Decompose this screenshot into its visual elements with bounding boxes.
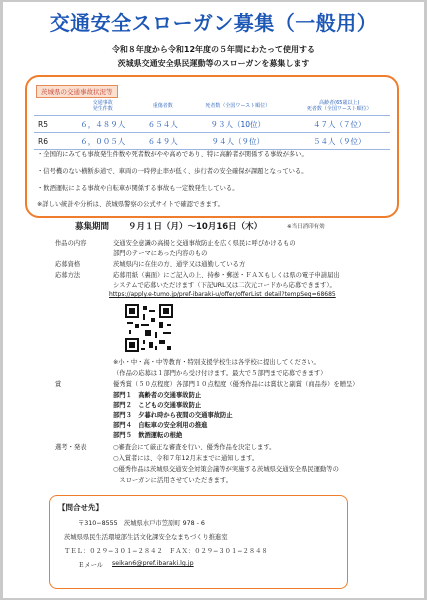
category-item: 部門２ こどもの交通事故防止 xyxy=(113,402,202,409)
table-cell: R6 xyxy=(34,133,67,150)
category-item: 部門１ 高齢者の交通事故防止 xyxy=(113,392,202,399)
category-item: 部門５ 飲酒運転の根絶 xyxy=(113,432,183,439)
contact-email-link[interactable]: seikan6@pref.ibaraki.lg.jp xyxy=(112,560,194,567)
table-header: 交通事故 発生件数 xyxy=(67,97,138,116)
table-cell: ６，００５人 xyxy=(67,133,138,150)
table-cell: ５４人（９位） xyxy=(289,133,390,150)
table-cell: ６，４８９人 xyxy=(67,116,138,133)
period-label: 募集期間 xyxy=(75,222,110,232)
contact-phone-fax: ＴＥＬ：０２９−３０１−２８４２ ＦＡＸ：０２９−３０１−２８４８ xyxy=(64,548,268,555)
content-text: 交通安全意識の高揚と交通事故防止を広く県民に呼びかけるもの xyxy=(113,240,296,247)
accident-stats-table xyxy=(34,97,390,150)
contact-email-label: Ｅメール xyxy=(78,562,104,569)
status-note: ※詳しい統計や分析は、茨城県警察の公式サイトで確認できます。 xyxy=(37,201,224,208)
subtitle-line-2: 茨城県交通安全県民運動等のスローガンを募集します xyxy=(117,59,310,68)
qr-code-icon[interactable] xyxy=(125,304,173,352)
status-label: 茨城県の交通事故状況等 xyxy=(36,85,118,98)
category-item: 部門４ 自転車の安全利用の推進 xyxy=(113,422,208,429)
table-cell: ４７人（７位） xyxy=(289,116,390,133)
table-header xyxy=(34,97,67,116)
entry-limit-note: （作品の応募は１部門から受け付けます。最大で５部門まで応募できます） xyxy=(113,370,327,377)
accident-status-box xyxy=(25,75,399,218)
table-row xyxy=(34,133,390,150)
contact-postal: 〒310−8555 茨城県水戸市笠原町 978 - 6 xyxy=(78,520,205,527)
prize-text: 優秀賞（５０点程度）各部門１０点程度（優秀作品には賞状と副賞（商品券）を贈呈） xyxy=(113,381,359,388)
method-text: システムで応募いただけます（下記URL又は二次元コードから応募できます）。 xyxy=(113,282,336,289)
contact-title: 【問合せ先】 xyxy=(58,503,103,512)
table-cell: ６５４人 xyxy=(138,116,187,133)
table-cell: R5 xyxy=(34,116,67,133)
table-cell: ９４人（９位） xyxy=(187,133,288,150)
table-cell: ９３人（10位） xyxy=(187,116,288,133)
content-text: 部門のテーマにあった内容のもの xyxy=(113,250,208,257)
status-bullet: ・信号機のない横断歩道で、車両の一時停止率が低く、歩行者の安全確保が課題となっている。 xyxy=(37,168,308,175)
selection-text: ○入賞者には、令和７年12月末までに通知します。 xyxy=(113,455,259,462)
selection-text: ○優秀作品は茨城県交通安全対策会議等が実施する茨城県交通安全県民運動等の xyxy=(113,466,339,473)
contact-office: 茨城県県民生活環境部生活文化課安全なまちづくり推進室 xyxy=(64,534,228,541)
method-label: 応募方法 xyxy=(55,272,81,279)
contact-box xyxy=(49,495,348,589)
application-url-link[interactable]: https://apply.e-tumo.jp/pref-ibaraki-u/offer/offerList_detail?tempSeq=68685 xyxy=(109,291,336,298)
period-value: ９月１日（月）〜10月16日（木） xyxy=(128,222,263,232)
page-title: 交通安全スローガン募集（一般用） xyxy=(49,11,378,35)
flyer-page xyxy=(3,2,424,598)
subtitle-line-1: 令和８年度から令和12年度の５年間にわたって使用する xyxy=(111,45,316,54)
eligibility-text: 茨城県内に在住の方、通学又は通勤している方 xyxy=(113,261,246,268)
status-bullet: ・全国的にみても事故発生件数や死者数がやや高めであり、特に高齢者が関係する事故が多い。 xyxy=(37,151,308,158)
table-row xyxy=(34,116,390,133)
selection-label: 選考・発表 xyxy=(55,444,87,451)
school-note: ※小・中・高・中等教育・特別支援学校生は各学校に提出してください。 xyxy=(113,359,320,366)
table-header: 死者数（全国ワースト順位） xyxy=(187,97,288,116)
content-label: 作品の内容 xyxy=(55,240,87,247)
eligibility-label: 応募資格 xyxy=(55,261,81,268)
prize-label: 賞 xyxy=(55,381,62,388)
method-text: 応募用紙（裏面）にご記入の上、持参・郵送・ＦＡＸもしくは県の電子申請届出 xyxy=(113,272,340,279)
table-cell: ６４９人 xyxy=(138,133,187,150)
selection-text: ○審査会にて厳正な審査を行い、優秀作品を決定します。 xyxy=(113,444,276,451)
selection-text: スローガンに活用させていただきます。 xyxy=(113,477,233,484)
status-bullet: ・飲酒運転による事故や自転車が関係する事故も一定数発生している。 xyxy=(37,185,239,192)
category-item: 部門３ 夕暮れ時から夜間の交通事故防止 xyxy=(113,412,233,419)
table-header: 高齢者(65歳以上) 死者数（全国ワースト順位） xyxy=(289,97,390,116)
table-header: 重傷者数 xyxy=(138,97,187,116)
period-note: ※当日消印有効 xyxy=(287,224,325,230)
